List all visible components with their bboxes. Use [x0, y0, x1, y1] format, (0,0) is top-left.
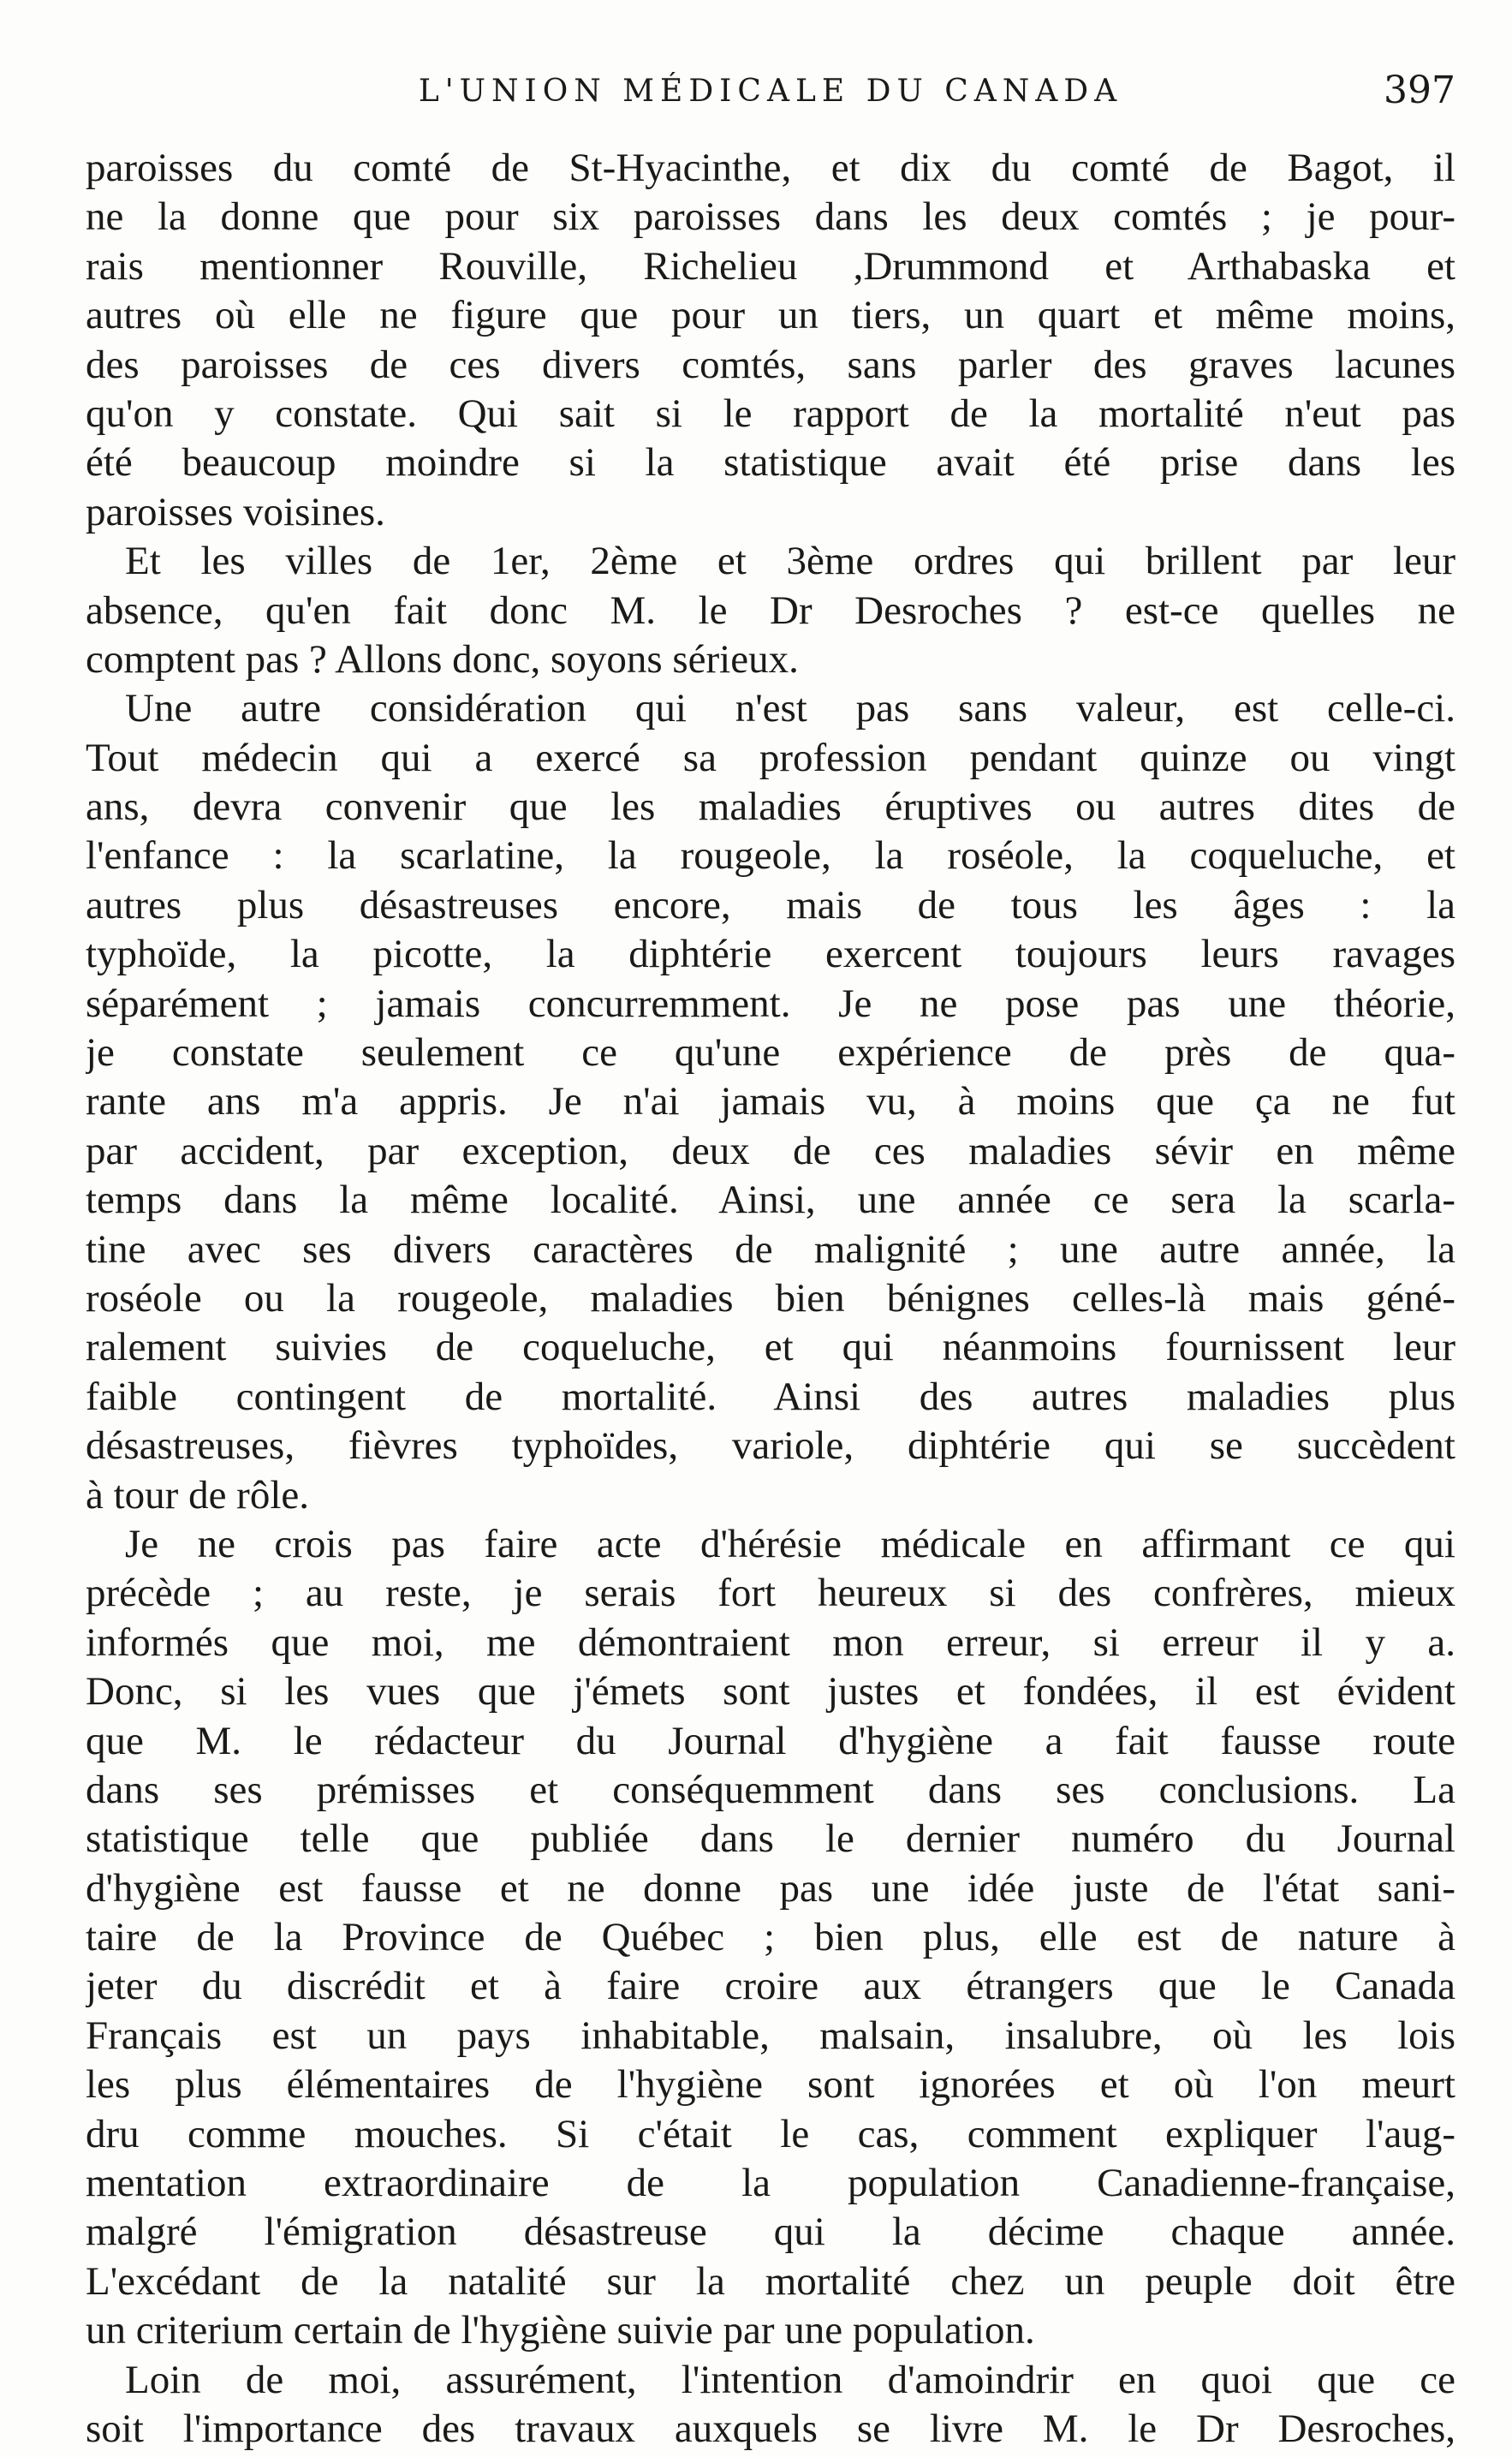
text-line: autres plus désastreuses encore, mais de tous les âges : la: [86, 882, 1455, 927]
text-line: paroisses voisines.: [86, 489, 385, 534]
text-line: rais mentionner Rouville, Richelieu ,Drummond et Arthabaska et: [86, 243, 1455, 289]
text-line: typhoïde, la picotte, la diphtérie exercent toujours leurs ravages: [86, 932, 1455, 977]
text-line: Français est un pays inhabitable, malsain, insalubre, où les lois: [86, 2013, 1455, 2058]
text-line: les plus élémentaires de l'hygiène sont ignorées et où l'on meurt: [86, 2062, 1455, 2108]
text-line: roséole ou la rougeole, maladies bien bénignes celles-là mais géné-: [86, 1275, 1455, 1321]
text-line: temps dans la même localité. Ainsi, une année ce sera la scarla-: [86, 1178, 1455, 1223]
text-line: statistique telle que publiée dans le dernier numéro du Journal: [86, 1816, 1455, 1862]
text-line: faible contingent de mortalité. Ainsi des autres maladies plus: [86, 1374, 1455, 1419]
text-line: Tout médecin qui a exercé sa profession pendant quinze ou vingt: [86, 735, 1455, 780]
text-line: tine avec ses divers caractères de malignité ; une autre année, la: [86, 1226, 1455, 1272]
text-line: été beaucoup moindre si la statistique avait été prise dans les: [86, 440, 1455, 486]
text-line: autres où elle ne figure que pour un tiers, un quart et même moins,: [86, 293, 1455, 338]
text-line: absence, qu'en fait donc M. le Dr Desroches ? est-ce quelles ne: [86, 587, 1455, 633]
text-line: comptent pas ? Allons donc, soyons sérieux.: [86, 636, 799, 682]
text-line: désastreuses, fièvres typhoïdes, variole, diphtérie qui se succèdent: [86, 1423, 1455, 1469]
text-line: ralement suivies de coqueluche, et qui néanmoins fournissent leur: [86, 1325, 1455, 1370]
text-line: informés que moi, me démontraient mon erreur, si erreur il y a.: [86, 1619, 1455, 1665]
text-line: Et les villes de 1er, 2ème et 3ème ordres qui brillent par leur: [125, 539, 1455, 584]
text-line: d'hygiène est fausse et ne donne pas une idée juste de l'état sani-: [86, 1865, 1455, 1911]
text-line: l'enfance : la scarlatine, la rougeole, la roséole, la coqueluche, et: [86, 833, 1455, 879]
text-line: un criterium certain de l'hygiène suivie par une population.: [86, 2308, 1035, 2353]
text-line: L'excédant de la natalité sur la mortalité chez un peuple doit être: [86, 2258, 1455, 2304]
text-line: mentation extraordinaire de la population Canadienne-française,: [86, 2161, 1455, 2206]
running-header: [86, 67, 1455, 118]
text-line: paroisses du comté de St-Hyacinthe, et dix du comté de Bagot, il: [86, 146, 1455, 190]
running-title: L'UNION MÉDICALE DU CANADA: [418, 74, 1123, 109]
text-line: précède ; au reste, je serais fort heureux si des confrères, mieux: [86, 1571, 1455, 1616]
text-line: rante ans m'a appris. Je n'ai jamais vu, à moins que ça ne fut: [86, 1079, 1455, 1124]
text-line: séparément ; jamais concurremment. Je ne pose pas une théorie,: [86, 981, 1455, 1026]
text-line: par accident, par exception, deux de ces maladies sévir en même: [86, 1128, 1455, 1173]
text-line: ne la donne que pour six paroisses dans les deux comtés ; je pour-: [86, 194, 1455, 240]
text-line: soit l'importance des travaux auxquels se livre M. le Dr Desroches,: [86, 2406, 1455, 2451]
text-line: dru comme mouches. Si c'était le cas, comment expliquer l'aug-: [86, 2111, 1455, 2156]
text-line: à tour de rôle.: [86, 1472, 310, 1518]
text-line: ans, devra convenir que les maladies éruptives ou autres dites de: [86, 784, 1455, 830]
text-line: dans ses prémisses et conséquemment dans ses conclusions. La: [86, 1767, 1455, 1812]
text-line: je constate seulement ce qu'une expérience de près de qua-: [86, 1030, 1455, 1076]
text-line: jeter du discrédit et à faire croire aux étrangers que le Canada: [86, 1964, 1455, 2009]
text-line: que M. le rédacteur du Journal d'hygiène a fait fausse route: [86, 1718, 1455, 1763]
text-line: malgré l'émigration désastreuse qui la décime chaque année.: [86, 2210, 1455, 2255]
text-line: des paroisses de ces divers comtés, sans parler des graves lacunes: [86, 342, 1455, 387]
text-line: Une autre considération qui n'est pas sans valeur, est celle-ci.: [125, 686, 1455, 731]
text-line: Donc, si les vues que j'émets sont justes et fondées, il est évident: [86, 1669, 1455, 1715]
text-line: taire de la Province de Québec ; bien plus, elle est de nature à: [86, 1915, 1455, 1960]
body-text: [86, 144, 1455, 2454]
page-number: 397: [1384, 69, 1455, 112]
text-line: Loin de moi, assurément, l'intention d'amoindrir en quoi que ce: [125, 2357, 1455, 2402]
text-line: qu'on y constate. Qui sait si le rapport de la mortalité n'eut pas: [86, 391, 1455, 436]
text-line: Je ne crois pas faire acte d'hérésie médicale en affirmant ce qui: [125, 1521, 1455, 1566]
